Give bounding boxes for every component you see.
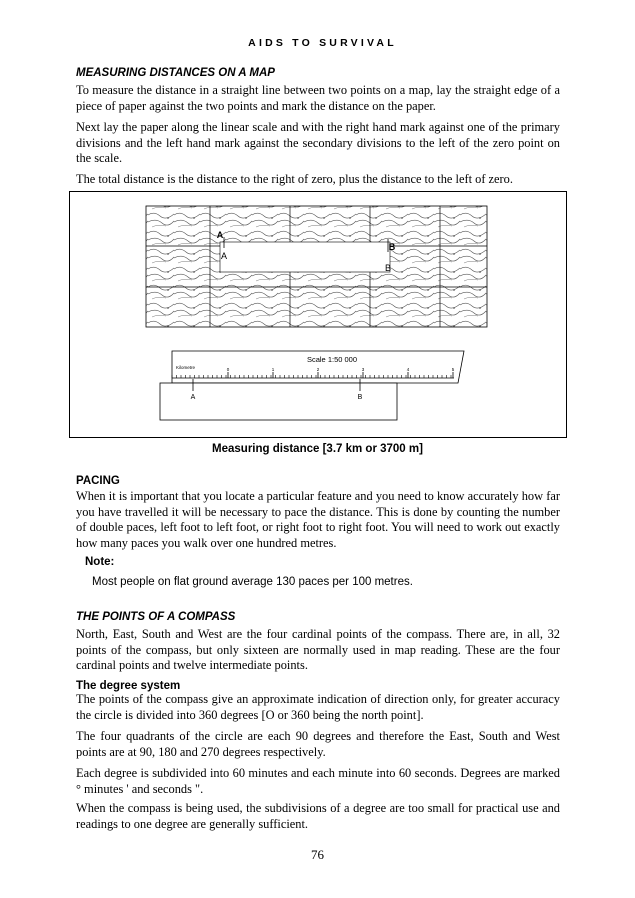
paragraph-measuring-1: To measure the distance in a straight line between two points on a map, lay the straight edge of a piece of paper against the two points and mark the distance on the paper. [76, 83, 560, 113]
paragraph-compass-2: The points of the compass give an approximate indication of direction only, for greater accuracy the circle is divided into 360 degrees [O or 360 being the north point]. [76, 692, 560, 722]
strip-mark-a-label: A [220, 251, 228, 261]
sub-heading-degree-system: The degree system [76, 680, 181, 692]
paragraph-compass-4: Each degree is subdivided into 60 minutes and each minute into 60 seconds. Degrees are marked ° minutes ' and seconds ". [76, 766, 560, 796]
scale-tick-label: 0 [226, 367, 230, 372]
running-header: AIDS TO SURVIVAL [248, 37, 397, 49]
scale-mark-b-label: B [357, 394, 363, 401]
scale-ratio-label: Scale 1:50 000 [306, 355, 358, 364]
paragraph-compass-1: North, East, South and West are the four cardinal points of the compass. There are, in all, 32 points of the compass, but only sixteen are normally used in map reading. These are the four cardinal points and twelve intermediate points. [76, 627, 560, 673]
section-heading-compass: THE POINTS OF A COMPASS [76, 611, 236, 623]
strip-mark-b-label: B [384, 263, 392, 273]
map-point-a-label: A [216, 230, 224, 240]
scale-tick-label: 4 [406, 367, 410, 372]
paragraph-pacing: When it is important that you locate a particular feature and you need to know accurately how far you have travelled it will be necessary to pace the distance. This is done by counting the number of double paces, left foot to left foot, or right foot to right foot. You will need to work out exactly how many paces you walk over one hundred metres. [76, 489, 560, 550]
figure-caption: Measuring distance [3.7 km or 3700 m] [212, 443, 423, 455]
page-number: 76 [311, 847, 324, 862]
scale-units-label: Kilometre [176, 365, 196, 370]
paragraph-compass-3: The four quadrants of the circle are each 90 degrees and therefore the East, South and West points are at 90, 180 and 270 degrees respectively. [76, 729, 560, 759]
map-illustration [70, 192, 566, 437]
scale-tick-label: 2 [316, 367, 320, 372]
section-heading-pacing: PACING [76, 475, 120, 487]
note-label: Note: [85, 556, 115, 568]
map-point-b-label: B [388, 242, 396, 252]
paragraph-measuring-2: Next lay the paper along the linear scale and with the right hand mark against one of the primary divisions and the left hand mark against the secondary divisions to the left of the zero point on the scale. [76, 120, 560, 166]
scale-tick-label: 1 [271, 367, 275, 372]
note-text: Most people on flat ground average 130 paces per 100 metres. [92, 576, 413, 588]
scale-tick-label: 3 [361, 367, 365, 372]
paragraph-compass-5: When the compass is being used, the subdivisions of a degree are too small for practical use and readings to one degree are generally sufficient. [76, 801, 560, 831]
section-heading-measuring: MEASURING DISTANCES ON A MAP [76, 67, 275, 79]
paragraph-measuring-3: The total distance is the distance to the right of zero, plus the distance to the left of zero. [76, 172, 513, 186]
scale-tick-label: 5 [451, 367, 455, 372]
measuring-distance-figure [69, 191, 567, 438]
topographic-map [146, 206, 487, 327]
scale-mark-a-label: A [190, 394, 196, 401]
